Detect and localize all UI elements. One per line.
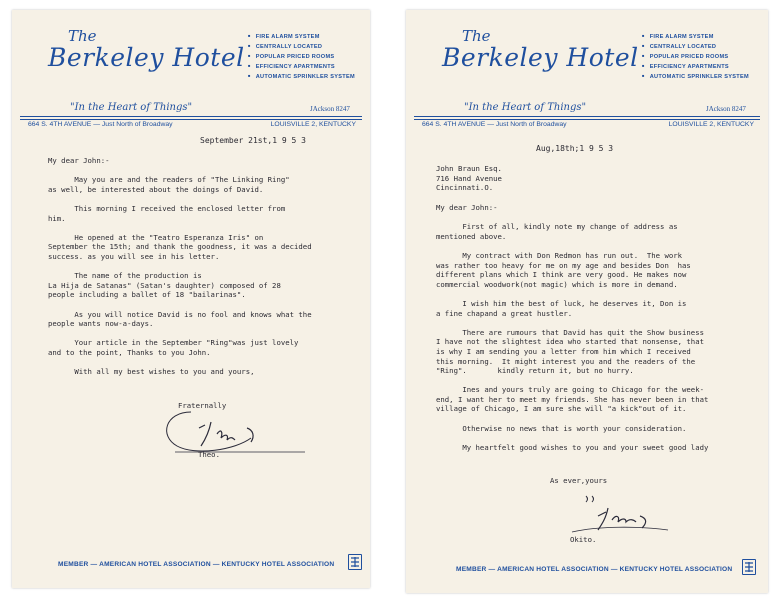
feature-list (248, 32, 355, 82)
signature-theo (155, 406, 315, 458)
city-address: LOUISVILLE 2, KENTUCKY (668, 121, 754, 128)
feature-item: ■ EFFICIENCY APARTMENTS (642, 62, 749, 72)
letterhead-rule (20, 116, 362, 120)
feature-item: ■ FIRE ALARM SYSTEM (248, 32, 355, 42)
phone-number: JAckson 8247 (310, 105, 350, 113)
phone-number: JAckson 8247 (706, 105, 746, 113)
hotel-name: Berkeley Hotel (48, 43, 245, 72)
footer-association: MEMBER — AMERICAN HOTEL ASSOCIATION — KENTUCKY HOTEL ASSOCIATION (58, 561, 335, 568)
logo-the: The (68, 27, 97, 45)
street-address: 664 S. 4TH AVENUE — Just North of Broadway (422, 121, 567, 128)
recipient-address: John Braun Esq. 716 Hand Avenue Cincinnati.O. (436, 164, 502, 193)
feature-item: ■ POPULAR PRICED ROOMS (642, 52, 749, 62)
signer-name: Okito. (570, 535, 597, 544)
city-address: LOUISVILLE 2, KENTUCKY (270, 121, 356, 128)
letter-body: My dear John:- May you are and the readers of "The Linking Ring" as well, be interested about the doings of David. This morning I received the enclosed letter from him. He opened at the "Teatro Esperanza Iris" on September the 15th; and thank the goodness, it was a decided success. as you will see in his letter. The name of the production is La Hija de Satanas" (Satan's daughter) composed of 28 people including a ballet of 18 "bailarinas". As you will notice David is no fool and knows what the people wants now-a-days. Your article in the September "Ring"was just lovely and to the point, Thanks to you John. With all my best wishes to you and yours, (48, 156, 312, 377)
closing: Fraternally (178, 401, 227, 410)
letter-right (406, 10, 768, 593)
letter-body: My dear John:- First of all, kindly note my change of address as mentioned above. My contract with Don Redmon has run out. The work was rather too heavy for me on my age and besides Don has different plans which I think are very good. He makes now commercial woodwork(not magic) which is more in demand. I wish him the best of luck, he deserves it, Don is a fine chapand a great hustler. There are rumours that David has quit the Show business I have not the slightest idea who started that nonsense, that is why I am sending you a letter from him which I received this morning. It might interest you and the readers of the "Ring". kindly return it, but no hurry. Ines and yours truly are going to Chicago for the week- end, I want her to meet my friends. She has never been in that village of Chicago, I am sure she will "a kick"out of it. Otherwise no news that is worth your consideration. My heartfelt good wishes to you and your sweet good lady (436, 203, 709, 452)
logo-the: The (462, 27, 491, 45)
hotel-emblem-icon (348, 554, 362, 570)
hotel-name: Berkeley Hotel (442, 43, 639, 72)
hotel-logo (442, 28, 639, 72)
street-address: 664 S. 4TH AVENUE — Just North of Broadway (28, 121, 173, 128)
letter-left (12, 10, 370, 588)
feature-item: ■ POPULAR PRICED ROOMS (248, 52, 355, 62)
footer-association: MEMBER — AMERICAN HOTEL ASSOCIATION — KENTUCKY HOTEL ASSOCIATION (456, 566, 733, 573)
feature-list (642, 32, 749, 82)
slogan: "In the Heart of Things" (464, 102, 587, 113)
feature-item: ■ CENTRALLY LOCATED (642, 42, 749, 52)
letterhead-rule (414, 116, 760, 120)
feature-item: ■ AUTOMATIC SPRINKLER SYSTEM (248, 72, 355, 82)
letter-date: Aug,18th;1 9 5 3 (536, 144, 614, 153)
feature-item: ■ CENTRALLY LOCATED (248, 42, 355, 52)
slogan: "In the Heart of Things" (70, 102, 193, 113)
feature-item: ■ EFFICIENCY APARTMENTS (248, 62, 355, 72)
letter-date: September 21st,1 9 5 3 (200, 136, 306, 145)
signer-name: Theo. (198, 450, 220, 459)
feature-item: ■ AUTOMATIC SPRINKLER SYSTEM (642, 72, 749, 82)
feature-item: ■ FIRE ALARM SYSTEM (642, 32, 749, 42)
hotel-logo (48, 28, 245, 72)
signature-okito (568, 486, 678, 536)
hotel-emblem-icon (742, 559, 756, 575)
closing: As ever,yours (550, 476, 608, 485)
